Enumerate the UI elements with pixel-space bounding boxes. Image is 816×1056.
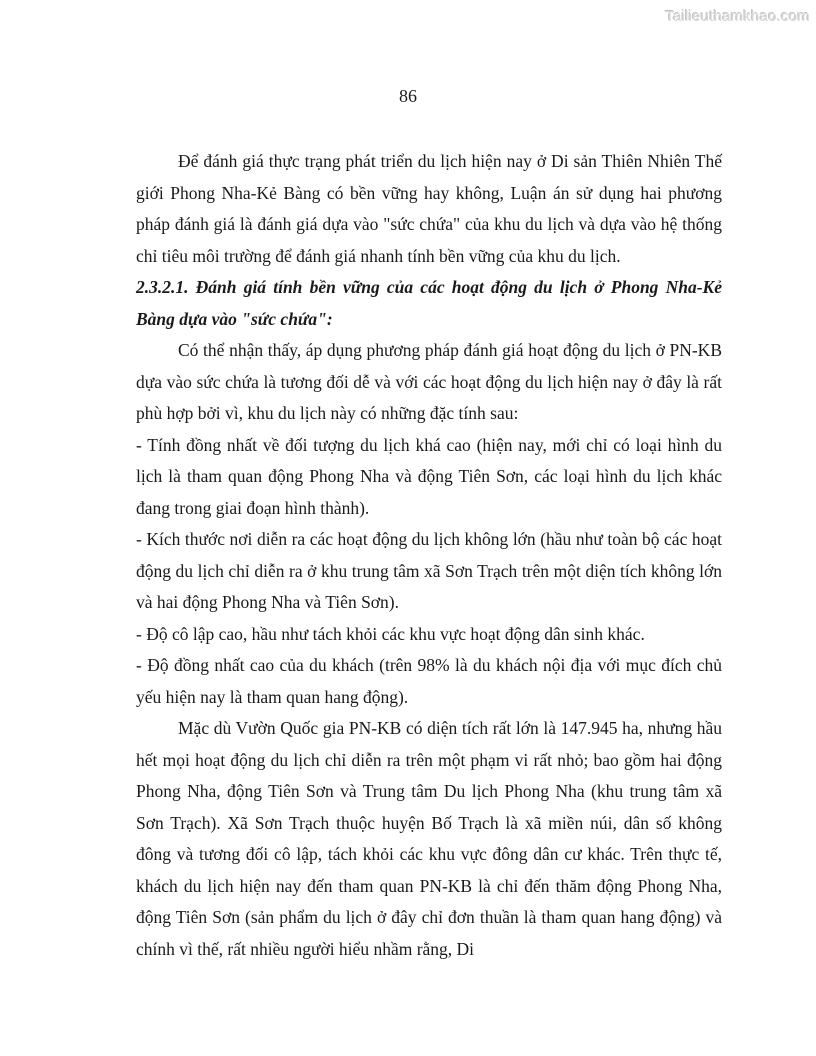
body-paragraph: Mặc dù Vườn Quốc gia PN-KB có diện tích rất lớn là 147.945 ha, nhưng hầu hết mọi hoạt động du lịch chỉ diễn ra trên một phạm vi rất nhỏ; bao gồm hai động Phong Nha, động Tiên Sơn và Trung tâm Du lịch Phong Nha (khu trung tâm xã Sơn Trạch). Xã Sơn Trạch thuộc huyện Bố Trạch là xã miền núi, dân số không đông và tương đối cô lập, tách khỏi các khu vực đông dân cư khác. Trên thực tế, khách du lịch hiện nay đến tham quan PN-KB là chỉ đến thăm động Phong Nha, động Tiên Sơn (sản phẩm du lịch ở đây chỉ đơn thuần là tham quan hang động) và chính vì thế, rất nhiều người hiểu nhầm rằng, Di [136,718,722,959]
body-paragraph: Để đánh giá thực trạng phát triển du lịch hiện nay ở Di sản Thiên Nhiên Thế giới Phong Nha-Kẻ Bàng có bền vững hay không, Luận án sử dụng hai phương pháp đánh giá là đánh giá dựa vào "sức chứa" của khu du lịch và dựa vào hệ thống chỉ tiêu môi trường để đánh giá nhanh tính bền vững của khu du lịch. [136,151,722,266]
list-item: - Độ đồng nhất cao của du khách (trên 98% là du khách nội địa với mục đích chủ yếu hiện nay là tham quan hang động). [136,655,722,707]
watermark: Tailieuthamkhao.com [665,8,810,25]
page-number: 86 [399,86,417,106]
section-heading: 2.3.2.1. Đánh giá tính bền vững của các hoạt động du lịch ở Phong Nha-Kẻ Bàng dựa vào "sức chứa": [136,277,722,329]
list-item: - Kích thước nơi diễn ra các hoạt động du lịch không lớn (hầu như toàn bộ các hoạt động du lịch chỉ diễn ra ở khu trung tâm xã Sơn Trạch trên một diện tích không lớn và hai động Phong Nha và Tiên Sơn). [136,529,722,612]
list-item: - Độ cô lập cao, hầu như tách khỏi các khu vực hoạt động dân sinh khác. [136,623,645,644]
body-paragraph: Có thể nhận thấy, áp dụng phương pháp đánh giá hoạt động du lịch ở PN-KB dựa vào sức chứa là tương đối dễ và với các hoạt động du lịch hiện nay ở đây là rất phù hợp bởi vì, khu du lịch này có những đặc tính sau: [136,340,722,423]
list-item: - Tính đồng nhất về đối tượng du lịch khá cao (hiện nay, mới chỉ có loại hình du lịch là tham quan động Phong Nha và động Tiên Sơn, các loại hình du lịch khác đang trong giai đoạn hình thành). [136,434,722,518]
page-body [136,146,722,965]
